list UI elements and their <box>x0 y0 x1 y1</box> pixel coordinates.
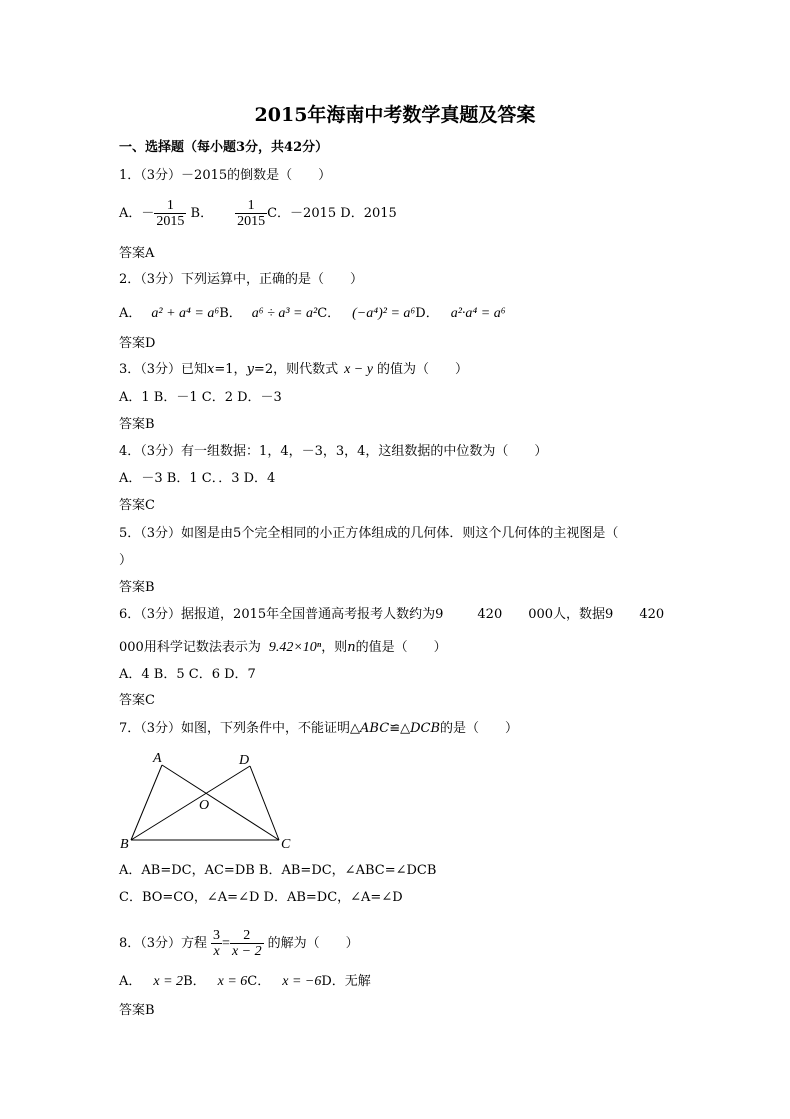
question-3-stem: 3．（3分）已知x=1，y=2，则代数式 x − y 的值为（ ） <box>119 362 468 377</box>
question-1-stem: 1．（3分）－2015的倒数是（ ） <box>119 168 332 183</box>
page-title: 2015年海南中考数学真题及答案 <box>254 104 536 126</box>
question-5-answer: 答案B <box>119 580 155 595</box>
option-a-expression: x = 2 <box>153 974 184 989</box>
option-a-expression: a² + a⁴ = a⁶ <box>151 306 220 321</box>
question-4-options: A．－3 B．1 C．．3 D．4 <box>119 471 276 486</box>
question-8-options: A． x = 2B． x = 6C． x = −6D．无解 <box>119 974 371 989</box>
point-label-a: A <box>153 751 162 766</box>
option-c-expression: (−a⁴)² = a⁶ <box>352 306 416 321</box>
point-label-o: O <box>199 798 210 813</box>
question-1-answer: 答案A <box>119 246 155 261</box>
option-c-label: C． <box>317 306 341 321</box>
question-4-stem: 4．（3分）有一组数据：1，4，－3，3，4，这组数据的中位数为（ ） <box>119 444 548 459</box>
question-4-answer: 答案C <box>119 498 155 513</box>
question-2-options <box>119 306 506 322</box>
option-b-expression: x = 6 <box>217 974 248 989</box>
option-b-label: B． <box>190 206 214 221</box>
question-7-stem: 7．（3分）如图，下列条件中，不能证明△ABC≌△DCB的是（ ） <box>119 721 519 736</box>
segment-ab <box>131 765 162 840</box>
question-6-options: A．4 B．5 C．6 D．7 <box>119 667 256 682</box>
question-8-answer: 答案B <box>119 1003 155 1018</box>
question-1-options <box>119 194 397 234</box>
geometry-figure <box>115 748 305 853</box>
question-5-stem-continued: ） <box>119 553 133 568</box>
question-7-options-ab: A．AB=DC，AC=DB B．AB=DC，∠ABC=∠DCB <box>119 863 437 878</box>
question-5-stem: 5．（3分）如图是由5个完全相同的小正方体组成的几何体．则这个几何体的主视图是（ <box>119 526 619 541</box>
option-d-expression: a²·a⁴ = a⁶ <box>450 306 506 321</box>
point-label-b: B <box>120 837 129 852</box>
question-2-stem: 2．（3分）下列运算中，正确的是（ ） <box>119 272 364 287</box>
question-2-answer: 答案D <box>119 336 156 351</box>
point-label-d: D <box>239 753 250 768</box>
question-8-stem: 8．（3分）方程 $\frac{3}{x}$ = $\frac{2}{x - 2}$ 的解为（ ） <box>119 928 359 959</box>
fraction-one-over-2015-b: $\frac{1}{2015}$ <box>237 198 266 229</box>
question-6-stem-line2: 000用科学记数法表示为 9.42×10ⁿ，则n的值是（ ） <box>119 640 447 655</box>
expression-x-minus-y: x − y <box>344 362 373 377</box>
fraction-one-over-2015: $\frac{1}{2015}$ <box>156 198 185 229</box>
option-b-expression: a⁶ ÷ a³ = a² <box>251 306 318 321</box>
minus-sign: － <box>141 206 155 221</box>
question-6-answer: 答案C <box>119 693 155 708</box>
option-b-label: B． <box>219 306 242 321</box>
option-a-label: A． <box>119 206 142 221</box>
option-a-label: A． <box>119 306 142 321</box>
question-3-options: A．1 B．－1 C．2 D．－3 <box>119 390 282 405</box>
section-heading: 一、选择题（每小题3分，共42分） <box>119 140 329 155</box>
fraction-3-over-x: $\frac{3}{x}$ <box>213 928 221 959</box>
question-6-stem: 6．（3分）据报道，2015年全国普通高考报考人数约为9 420 000人，数据9 420 <box>119 607 665 622</box>
option-d-label: D． <box>415 306 439 321</box>
segment-ac <box>162 765 279 840</box>
options-c-d: C．－2015 D．2015 <box>267 206 397 221</box>
fraction-2-over-x-minus-2: $\frac{2}{x - 2}$ <box>231 928 262 959</box>
point-label-c: C <box>281 837 291 852</box>
question-7-options-cd: C．BO=CO，∠A=∠D D．AB=DC，∠A=∠D <box>119 890 403 905</box>
scientific-notation-expression: 9.42×10ⁿ <box>268 640 322 655</box>
segment-bd <box>131 766 250 840</box>
question-3-answer: 答案B <box>119 417 155 432</box>
option-c-expression: x = −6 <box>282 974 322 989</box>
segment-dc <box>250 766 279 840</box>
